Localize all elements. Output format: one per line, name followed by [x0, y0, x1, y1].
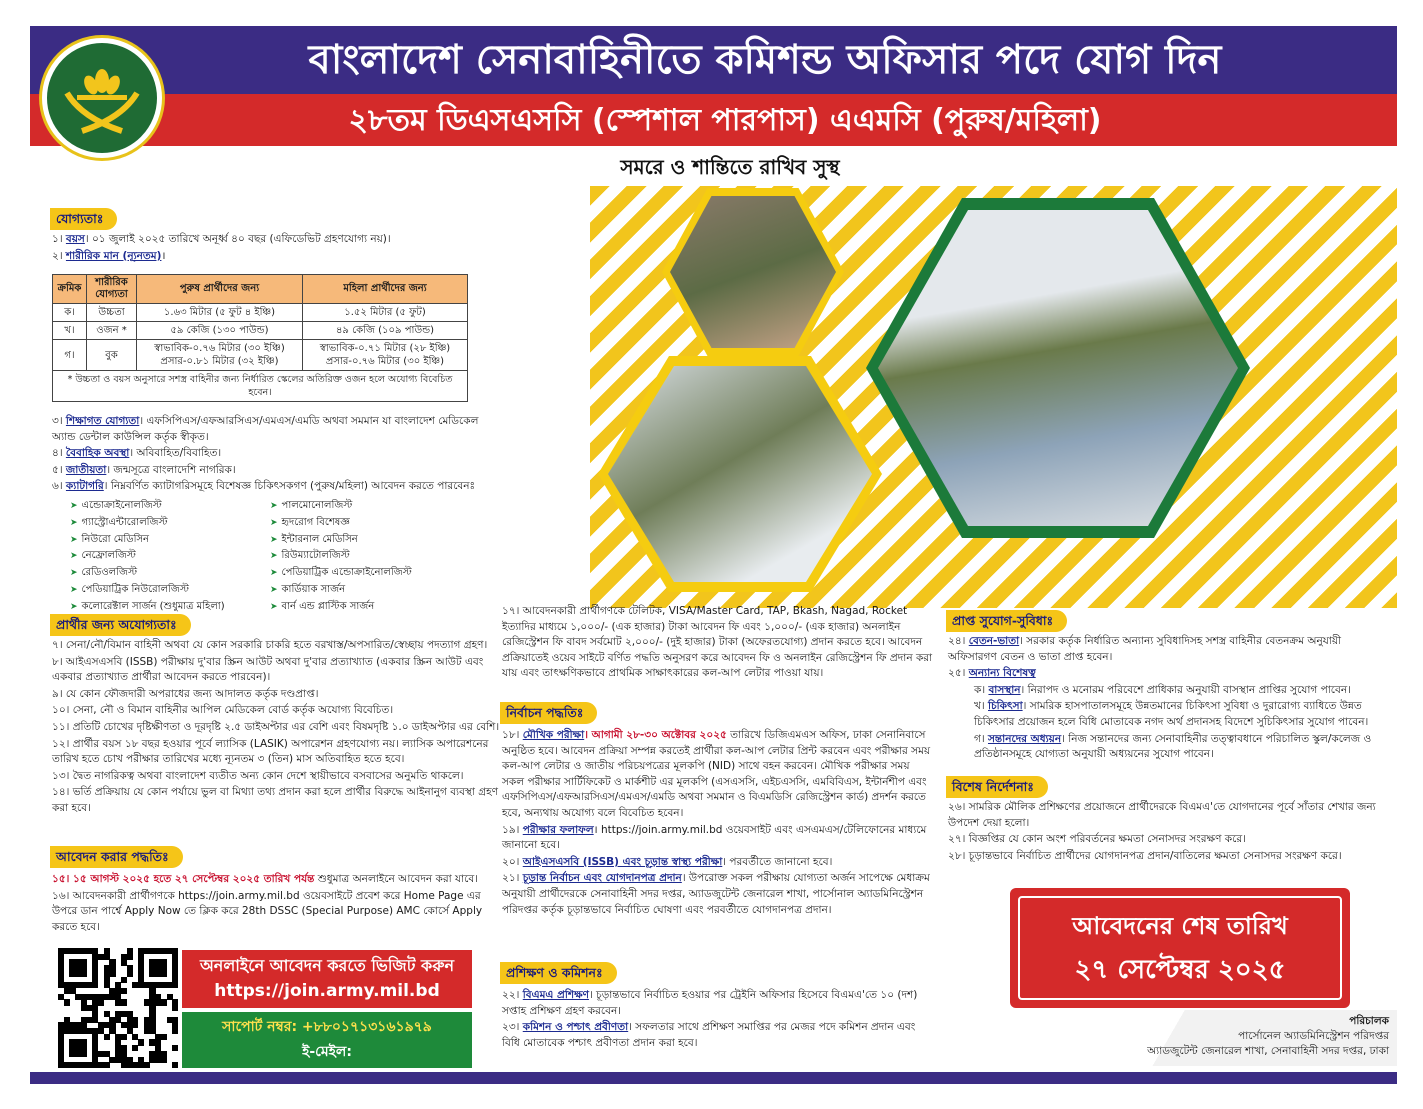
housing-label: বাসস্থান [988, 683, 1021, 696]
qr-code-icon [58, 948, 178, 1068]
list-item: ➤ রিউম্যাটোলজিস্ট [270, 548, 470, 565]
age-label: বয়স [65, 233, 85, 245]
deadline-inner [1018, 896, 1342, 1000]
table-header: শারীরিক যোগ্যতা [87, 275, 137, 304]
viva-date: । আগামী ২৮-৩০ অক্টোবর ২০২৫ [584, 729, 727, 741]
list-item: ৯। যে কোন ফৌজদারী অপরাধের জন্য আদালত কর্তৃক দণ্ডপ্রাপ্ত। [52, 687, 319, 700]
salary-label: বেতন-ভাতা [968, 635, 1020, 647]
table-row [53, 304, 468, 322]
application-window: ১৫। ১৫ আগস্ট ২০২৫ হতে ২৭ সেপ্টেম্বর ২০২৫ তারিখ পর্যন্ত [52, 873, 315, 885]
benefits-list: ২৪। বেতন-ভাতা। সরকার কর্তৃক নির্ধারিত অন্যান্য সুবিধাদিসহ সশস্ত্র বাহিনীর বেতনক্রম অনুযায়ী অফিসারগণ বেতন ও ভাতা প্রাপ্ত হবেন। ২৫। অন্যান্য বিশেষত্ব ক। বাসস্থান। নিরাপদ ও মনোরম পরিবেশে প্রাধিকার অনুযায়ী বাসস্থান প্রাপ্তির সুযোগ পাবেন। খ। চিকিৎসা। সামরিক হাসপাতালসমূহে উন্নতমানের চিকিৎসা সুবিধা ও দুরারোগ্য ব্যাধিতে উন্নত চিকিৎসার প্রয়োজন হলে বিধি মোতাবেক নগদ অর্থ প্রদানসহ বিদেশে সুচিকিৎসার সুযোগ পাবেন। গ। সন্তানদের অধ্যয়ন। নিজ সন্তানদের জন্য সেনাবাহিনীর তত্ত্বাবধানে পরিচালিত স্কুল/কলেজ ও প্রতিষ্ঠানসমূহে যোগ্যতা অনুযায়ী অধ্যয়নের সুযোগ পাবেন। [948, 635, 1372, 761]
list-item: ➤ এন্ডোক্রাইনোলজিস্ট [70, 498, 270, 515]
table-note: * উচ্চতা ও বয়স অনুসারে সশস্ত্র বাহিনীর জন্য নির্ধারিত স্কেলের অতিরিক্ত ওজন হলে অযোগ্য বিবেচিত হবেন। [53, 371, 468, 402]
deadline-box [1010, 888, 1350, 1008]
training-steps: ২২। বিএমএ প্রশিক্ষণ। চূড়ান্তভাবে নির্বাচিত হওয়ার পর ট্রেইনি অফিসার হিসেবে বিএমএ'তে ১০ (দশ) সপ্তাহ প্রশিক্ষণ গ্রহণ করবেন। ২৩। কমিশন ও পশ্চাৎ প্রবীণতা। সফলতার সাথে প্রশিক্ষণ সমাপ্তির পর মেজর পদে কমিশন প্রদান এবং বিধি মোতাবেক পশ্চাৎ প্রবীণতা প্রদান করা হবে। [502, 989, 918, 1049]
medical-text: । সামরিক হাসপাতালসমূহে উন্নতমানের চিকিৎসা সুবিধা ও দুরারোগ্য ব্যাধিতে উন্নত চিকিৎসার প্রয়োজন হলে বিধি মোতাবেক নগদ অর্থ প্রদানসহ বিদেশে সুচিকিৎসার সুযোগ পাবেন। [974, 700, 1369, 728]
physical-label: শারীরিক মান (ন্যূনতম) [65, 249, 162, 262]
table-header: পুরুষ প্রার্থীদের জন্য [137, 275, 303, 304]
category-column-right [270, 498, 470, 616]
list-item: ➤ বার্ন এন্ড প্লাস্টিক সার্জন [270, 599, 470, 616]
signoff-block [1080, 1010, 1397, 1066]
selection-steps: ১৮। মৌখিক পরীক্ষা। আগামী ২৮-৩০ অক্টোবর ২০২৫ তারিখে ডিজিএমএস অফিস, ঢাকা সেনানিবাসে অনুষ্ঠিত হবে। আবেদন প্রক্রিয়া সম্পন্ন করতেই প্রার্থীরা কল-আপ লেটার প্রিন্ট করবেন এবং পরীক্ষার সময় কল-আপ লেটার ও জাতীয় পরিচয়পত্রের মূলকপি (NID) সাথে বহন করবেন। মৌখিক পরীক্ষার সময় সকল পরীক্ষার সার্টিফিকেট ও মার্কশীট এর মূলকপি (এসএসসি, এইচএসসি, এমবিবিএস, ইন্টার্নশীপ এবং এফসিপিএস/এফআরসিএস/এমএস/এমডি অথবা সমমান ও বিএমডিসি রেজিস্ট্রেশন কার্ড) প্রদর্শন করতে হবে, অন্যথায় অযোগ্য বলে বিবেচিত হবেন। ১৯। পরীক্ষার ফলাফল। https://join.army.mil.bd ওয়েবসাইট এবং এসএমএস/টেলিফোনের মাধ্যমে জানানো হবে। ২০। আইএসএসবি (ISSB) এবং চূড়ান্ত স্বাস্থ্য পরীক্ষা। পরবর্তীতে জানানো হবে। ২১। চূড়ান্ত নির্বাচন এবং যোগদানপত্র প্রদান। উপরোক্ত সকল পরীক্ষায় যোগ্যতা অর্জন সাপেক্ষে মেধাক্রম অনুযায়ী প্রার্থীদেরকে সেনাবাহিনী সদর দপ্তর, অ্যাডজুটেন্ট জেনারেল শাখা, পার্সোনাল অ্যাডমিনিস্ট্রেশন পরিদপ্তর কর্তৃক চূড়ান্তভাবে নির্বাচিত ঘোষণা এবং পরবর্তীতে যোগদানপত্র প্রদান। [502, 729, 931, 916]
marital-label: বৈবাহিক অবস্থা [65, 447, 130, 460]
section-special-instructions: বিশেষ নির্দেশনাঃ [946, 776, 1048, 798]
application-instructions: ১৬। আবেদনকারী প্রার্থীগণকে https://join.army.mil.bd ওয়েবসাইটে প্রবেশ করে Home Page এর উপরে ডান পার্শ্বে Apply Now তে ক্লিক করে 28th DSSC (Special Purpose) AMC কোর্সে Apply করতে হবে। [52, 889, 483, 933]
bma-training-text: । চূড়ান্তভাবে নির্বাচিত হওয়ার পর ট্রেইনি অফিসার হিসেবে বিএমএ'তে ১০ (দশ) সপ্তাহ প্রশিক্ষণ গ্রহণ করবেন। [502, 989, 918, 1017]
table-row [53, 371, 468, 402]
children-education-label: সন্তানদের অধ্যয়ন [987, 732, 1062, 745]
table-cell: ক। [53, 304, 87, 322]
list-item: ➤ নিউরো মেডিসিন [70, 532, 270, 549]
medical-label: চিকিৎসা [988, 700, 1023, 713]
list-item: ১৩। দ্বৈত নাগরিকত্ব অথবা বাংলাদেশ ব্যতীত অন্য কোন দেশে স্থায়ীভাবে বসবাসের অনুমতি থাকলে। [52, 769, 464, 782]
signoff-branch: অ্যাডজুটেন্ট জেনারেল শাখা, সেনাবাহিনী সদর দপ্তর, ঢাকা [1147, 1045, 1389, 1057]
special-instructions-list [948, 800, 1388, 865]
table-cell: গ। [53, 340, 87, 371]
table-cell: ১.৫২ মিটার (৫ ফুট) [303, 304, 468, 322]
list-item: ➤ হৃদরোগ বিশেষজ্ঞ [270, 515, 470, 532]
nationality-text: । জন্মসূত্রে বাংলাদেশি নাগরিক। [106, 463, 236, 476]
list-item: ২৬। সামরিক মৌলিক প্রশিক্ষণের প্রয়োজনে প্রার্থীদেরকে বিএমএ'তে যোগদানের পূর্বে সাঁতার শেখার জন্য উপদেশ দেয়া হলো। [948, 801, 1376, 829]
list-item: ১৪। ভর্তি প্রক্রিয়ায় যে কোন পর্যায়ে ভুল বা মিথ্যা তথ্য প্রদান করা হলে প্রার্থীর বিরুদ্ধে আইনানুগ ব্যবস্থা গ্রহণ করা হবে। [52, 786, 499, 814]
table-cell: বুক [87, 340, 137, 371]
age-text: । ০১ জুলাই ২০২৫ তারিখে অনূর্ধ্ব ৪০ বছর (এফিডেভিট গ্রহণযোগ্য নয়)। [84, 233, 391, 245]
children-education-text: । নিজ সন্তানদের জন্য সেনাবাহিনীর তত্ত্বাবধানে পরিচালিত স্কুল/কলেজ ও প্রতিষ্ঠানসমূহে যোগ্যতা অনুযায়ী অধ্যয়নের সুযোগ পাবেন। [974, 732, 1372, 761]
advertisement-page [30, 26, 1397, 1084]
list-item: ➤ পেডিয়াট্রিক নিউরোলজিস্ট [70, 582, 270, 599]
final-selection-label: চূড়ান্ত নির্বাচন এবং যোগদানপত্র প্রদান [522, 872, 682, 885]
support-box [182, 1012, 472, 1068]
list-item: ➤ নেফ্রোলজিস্ট [70, 548, 270, 565]
application-steps [52, 872, 502, 936]
edu-label: শিক্ষাগত যোগ্যতা [65, 415, 140, 427]
viva-text: তারিখে ডিজিএমএস অফিস, ঢাকা সেনানিবাসে অনুষ্ঠিত হবে। আবেদন প্রক্রিয়া সম্পন্ন করতেই প্রার্থীরা কল-আপ লেটার প্রিন্ট করবেন এবং পরীক্ষার সময় কল-আপ লেটার ও জাতীয় পরিচয়পত্রের মূলকপি (NID) সাথে বহন করবেন। মৌখিক পরীক্ষার সময় সকল পরীক্ষার সার্টিফিকেট ও মার্কশীট এর মূলকপি (এসএসসি, এইচএসসি, এমবিবিএস, ইন্টার্নশীপ এবং এফসিপিএস/এফআরসিএস/এমএস/এমডি অথবা সমমান ও বিএমডিসি রেজিস্ট্রেশন কার্ড) প্রদর্শন করতে হবে, অন্যথায় অযোগ্য বলে বিবেচিত হবেন। [502, 729, 931, 819]
ineligibility-list [52, 638, 502, 818]
salary-text: । সরকার কর্তৃক নির্ধারিত অন্যান্য সুবিধাদিসহ সশস্ত্র বাহিনীর বেতনক্রম অনুযায়ী অফিসারগণ বেতন ও ভাতা প্রাপ্ত হবেন। [948, 635, 1342, 663]
commission-label: কমিশন ও পশ্চাৎ প্রবীণতা [522, 1021, 629, 1034]
bma-training-label: বিএমএ প্রশিক্ষণ [522, 989, 589, 1001]
table-cell: ১.৬৩ মিটার (৫ ফুট ৪ ইঞ্চি) [137, 304, 303, 322]
list-item: ➤ ইন্টারনাল মেডিসিন [270, 532, 470, 549]
signoff-title: পরিচালক [1349, 1015, 1389, 1027]
list-item: ➤ পালমোনোলজিস্ট [270, 498, 470, 515]
table-cell: খ। [53, 322, 87, 340]
table-header: মহিলা প্রার্থীদের জন্য [303, 275, 468, 304]
application-online-only: শুধুমাত্র অনলাইনে আবেদন করা যাবে। [314, 873, 478, 885]
result-text: । https://join.army.mil.bd ওয়েবসাইট এবং এসএমএস/টেলিফোনের মাধ্যমে জানানো হবে। [502, 823, 927, 852]
table-header: ক্রমিক [53, 275, 87, 304]
list-item: ➤ কার্ডিয়াক সার্জন [270, 582, 470, 599]
final-selection-text: । উপরোক্ত সকল পরীক্ষায় যোগ্যতা অর্জন সাপেক্ষে মেধাক্রম অনুযায়ী প্রার্থীদেরকে সেনাবাহিনী সদর দপ্তর, অ্যাডজুটেন্ট জেনারেল শাখা, পার্সোনাল অ্যাডমিনিস্ট্রেশন পরিদপ্তর কর্তৃক চূড়ান্তভাবে নির্বাচিত ঘোষণা এবং পরবর্তীতে যোগদানপত্র প্রদান। [502, 872, 930, 916]
deadline-label: আবেদনের শেষ তারিখ [1072, 912, 1288, 940]
nationality-label: জাতীয়তা [65, 463, 107, 476]
list-item: ২৭। বিজ্ঞপ্তির যে কোন অংশ পরিবর্তনের ক্ষমতা সেনাসদর সংরক্ষণ করে। [948, 833, 1246, 846]
list-item: ➤ রেডিওলজিস্ট [70, 565, 270, 582]
section-eligibility: যোগ্যতাঃ [50, 208, 117, 230]
category-column-left [70, 498, 270, 616]
table-row [53, 340, 468, 371]
signoff-text [1147, 1014, 1389, 1059]
table-cell: ৪৯ কেজি (১০৯ পাউন্ড) [303, 322, 468, 340]
website-link[interactable]: https://join.army.mil.bd [214, 981, 440, 1001]
section-benefits: প্রাপ্ত সুযোগ-সুবিধাঃ [946, 610, 1067, 632]
viva-label: মৌখিক পরীক্ষা [522, 729, 585, 741]
list-item: ➤ কলোরেক্টাল সার্জন (শুধুমাত্র মহিলা) [70, 599, 270, 616]
support-email-link[interactable]: ই-মেইল: [302, 1044, 352, 1060]
list-item: ৮। আইএসএসবি (ISSB) পরীক্ষায় দু'বার স্ক্রিন আউট অথবা দু'বার প্রত্যাখ্যাত (একবার স্ক্রিন আউট এবং একবার প্রত্যাখ্যাত প্রার্থীরা আবেদন করতে পারবেন)। [52, 655, 484, 684]
section-selection: নির্বাচন পদ্ধতিঃ [500, 702, 597, 724]
visit-box [182, 950, 472, 1008]
category-label: ক্যাটাগরি [65, 480, 104, 493]
eligibility-age: ১। বয়স। ০১ জুলাই ২০২৫ তারিখে অনূর্ধ্ব ৪০ বছর (এফিডেভিট গ্রহণযোগ্য নয়)। ২। শারীরিক মান (ন্যূনতম)। [52, 233, 391, 262]
army-emblem-icon [42, 38, 162, 158]
army-motto: সমরে ও শান্তিতে রাখিব সুস্থ [620, 155, 840, 179]
list-item: ৭। সেনা/নৌ/বিমান বাহিনী অথবা যে কোন সরকারি চাকরি হতে বরখাস্ত/অপসারিত/স্বেচ্ছায় পদত্যাগ গ্রহণ। [52, 639, 488, 651]
eligibility-more: ৩। শিক্ষাগত যোগ্যতা। এফসিপিএস/এফআরসিএস/এমএস/এমডি অথবা সমমান যা বাংলাদেশ মেডিকেল অ্যান্ড ডেন্টাল কাউন্সিল কর্তৃক স্বীকৃত। ৪। বৈবাহিক অবস্থা। অবিবাহিত/বিবাহিত। ৫। জাতীয়তা। জন্মসূত্রে বাংলাদেশি নাগরিক। ৬। ক্যাটাগরি। নিম্নবর্ণিত ক্যাটাগরিসমূহে বিশেষজ্ঞ চিকিৎসকগণ (পুরুষ/মহিলা) আবেদন করতে পারবেনঃ [52, 415, 479, 493]
section-ineligibility: প্রার্থীর জন্য অযোগ্যতাঃ [50, 614, 191, 636]
result-label: পরীক্ষার ফলাফল [522, 823, 594, 836]
list-item: ১২। প্রার্থীর বয়স ১৮ বছর হওয়ার পূর্বে ল্যাসিক (LASIK) অপারেশন গ্রহণযোগ্য নয়। ল্যাসিক অপারেশনের তারিখ হতে চোখ পরীক্ষার তারিখের মধ্যে ন্যূনতম ৩ (তিন) মাস অতিবাহিত হতে হবে। [52, 737, 489, 766]
list-item: ➤ গ্যাস্ট্রোএন্টারোলজিস্ট [70, 515, 270, 532]
housing-text: । নিরাপদ ও মনোরম পরিবেশে প্রাধিকার অনুযায়ী বাসস্থান প্রাপ্তির সুযোগ পাবেন। [1020, 683, 1351, 696]
issb-label: আইএসএসবি (ISSB) এবং চূড়ান্ত স্বাস্থ্য পরীক্ষা [522, 855, 723, 868]
table-cell: উচ্চতা [87, 304, 137, 322]
other-features-label: অন্যান্য বিশেষত্ব [968, 667, 1036, 680]
edu-text: । এফসিপিএস/এফআরসিএস/এমএস/এমডি অথবা সমমান যা বাংলাদেশ মেডিকেল অ্যান্ড ডেন্টাল কাউন্সিল কর্তৃক স্বীকৃত। [52, 415, 479, 443]
list-item: ➤ পেডিয়াট্রিক এন্ডোক্রাইনোলজিস্ট [270, 565, 470, 582]
table-cell: ওজন * [87, 322, 137, 340]
page-subtitle: ২৮তম ডিএসএসসি (স্পেশাল পারপাস) এএমসি (পুরুষ/মহিলা) [348, 103, 1102, 138]
table-cell: স্বাভাবিক-০.৭১ মিটার (২৮ ইঞ্চি) প্রসার-০.৭৬ মিটার (৩০ ইঞ্চি) [303, 340, 468, 371]
commission-text: । সফলতার সাথে প্রশিক্ষণ সমাপ্তির পর মেজর পদে কমিশন প্রদান এবং বিধি মোতাবেক পশ্চাৎ প্রবীণতা প্রদান করা হবে। [502, 1021, 916, 1049]
list-item: ১১। প্রতিটি চোখের দৃষ্টিক্ষীণতা ও দূরদৃষ্টি ২.৫ ডাইঅপ্টার এর বেশি এবং বিষমদৃষ্টি ১.০ ডাইঅপ্টার এর বেশি। [52, 720, 500, 733]
issb-text: । পরবর্তীতে জানানো হবে। [722, 855, 833, 868]
support-phone: সাপোর্ট নম্বর: +৮৮০১৭১৩১৬১৯৭৯ [222, 1019, 432, 1035]
table-row [53, 322, 468, 340]
deadline-date: ২৭ সেপ্টেম্বর ২০২৫ [1074, 955, 1286, 985]
table-cell: ৫৯ কেজি (১৩০ পাউন্ড) [137, 322, 303, 340]
section-training: প্রশিক্ষণ ও কমিশনঃ [500, 962, 617, 984]
physical-standards-table [52, 274, 468, 402]
page-title: বাংলাদেশ সেনাবাহিনীতে কমিশন্ড অফিসার পদে যোগ দিন [308, 37, 1222, 83]
list-item: ১০। সেনা, নৌ ও বিমান বাহিনীর আপিল মেডিকেল বোর্ড কর্তৃক অযোগ্য বিবেচিত। [52, 704, 394, 717]
marital-text: । অবিবাহিত/বিবাহিত। [129, 447, 222, 460]
category-text: । নিম্নবর্ণিত ক্যাটাগরিসমূহে বিশেষজ্ঞ চিকিৎসকগণ (পুরুষ/মহিলা) আবেদন করতে পারবেনঃ [103, 480, 476, 493]
signoff-directorate: পার্সোনেল অ্যাডমিনিস্ট্রেশন পরিদপ্তর [1238, 1030, 1389, 1042]
list-item: ২৮। চূড়ান্তভাবে নির্বাচিত প্রার্থীদের যোগদানপত্র প্রদান/বাতিলের ক্ষমতা সেনাসদর সংরক্ষণ করে। [948, 849, 1342, 862]
section-application: আবেদন করার পদ্ধতিঃ [50, 846, 183, 868]
fee-info: ১৭। আবেদনকারী প্রার্থীগণকে টেলিটক, VISA/Master Card, TAP, Bkash, Nagad, Rocket ইত্যাদির মাধ্যমে ১,০০০/- (এক হাজার) টাকা আবেদন ফি এবং ১,০০০/- (এক হাজার) অনলাইন রেজিস্ট্রেশন ফি বাবদ সর্বমোট ২,০০০/- (দুই হাজার) টাকা (অফেরতযোগ্য) প্রদান করতে হবে। আবেদন প্রক্রিয়াতেই ওয়েব সাইটে বর্ণিত পদ্ধতি অনুসরণ করে আবেদন ফি ও অনলাইন রেজিস্ট্রেশন ফি প্রদান করা যায় এবং তাৎক্ষণিকভাবে প্রাথমিক সাক্ষাৎকারের কল-আপ লেটার পাওয়া যায়। [502, 605, 933, 680]
footer-band [30, 1072, 1397, 1084]
visit-label: অনলাইনে আবেদন করতে ভিজিট করুন [199, 956, 455, 975]
table-cell: স্বাভাবিক-০.৭৬ মিটার (৩০ ইঞ্চি) প্রসার-০.৮১ মিটার (৩২ ইঞ্চি) [137, 340, 303, 371]
